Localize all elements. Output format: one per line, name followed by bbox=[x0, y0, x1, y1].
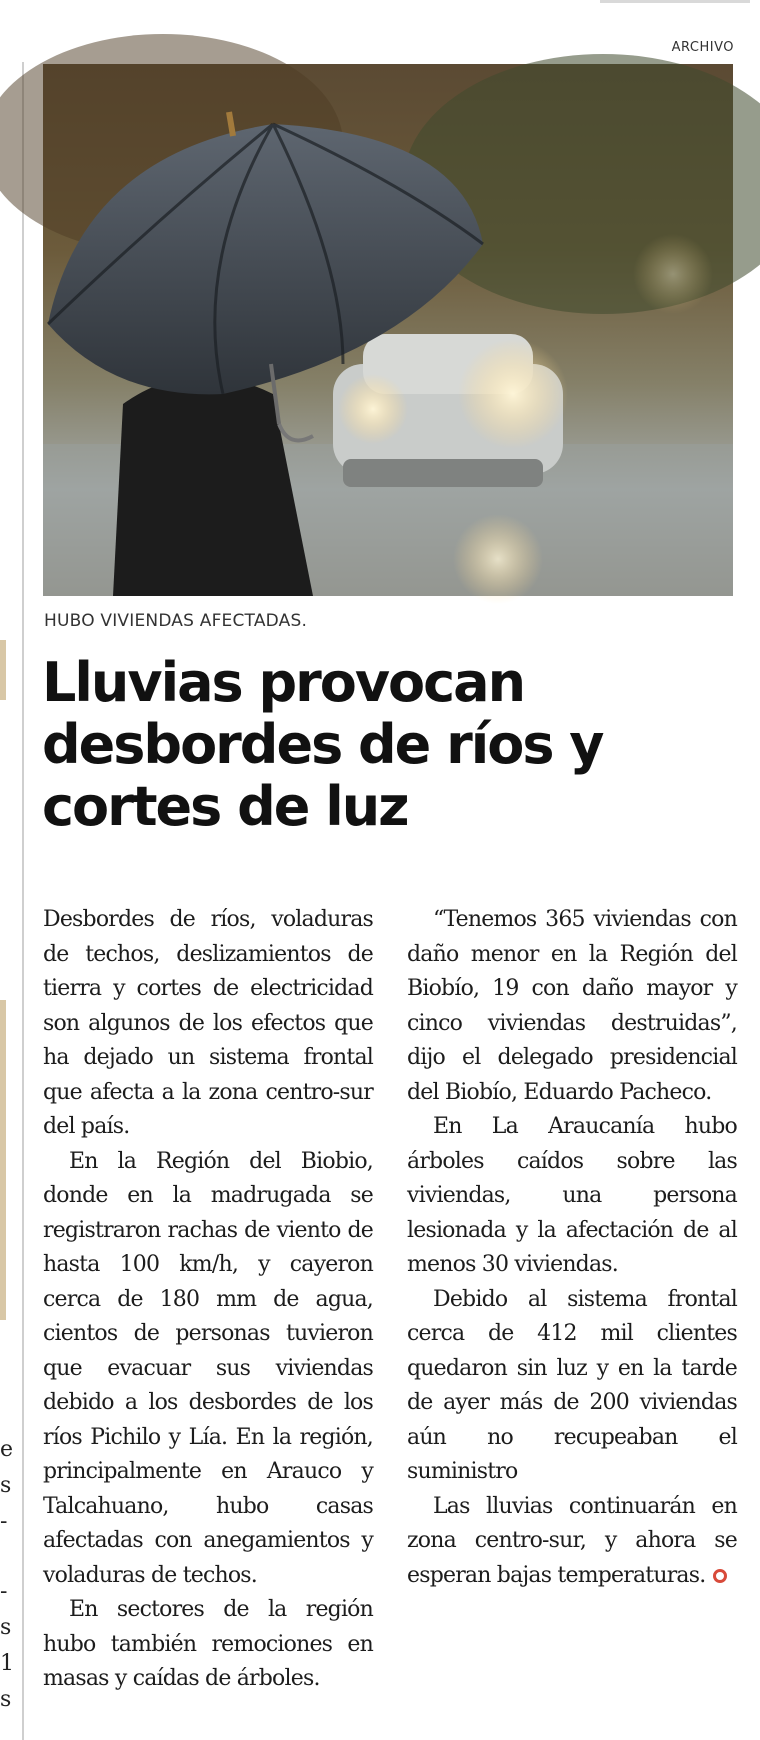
adjacent-column-image-strip bbox=[0, 640, 6, 700]
article-paragraph: Debido al sistema frontal cerca de 412 mil clientes quedaron sin luz y en la tarde de ayer más de 200 viviendas aún no recupeaban el suministro bbox=[407, 1286, 737, 1484]
adjacent-column-image-strip bbox=[0, 1000, 6, 1320]
article-column-left bbox=[43, 903, 373, 1697]
column-divider bbox=[22, 62, 24, 1740]
rain-umbrella-illustration bbox=[43, 64, 733, 596]
adjacent-column-fragment: e bbox=[0, 1437, 14, 1462]
adjacent-column-fragment: s bbox=[0, 1687, 12, 1712]
article-photo bbox=[43, 64, 733, 596]
top-rule bbox=[600, 0, 750, 3]
adjacent-column-fragment: 1 bbox=[0, 1651, 14, 1676]
article-column-right bbox=[407, 903, 737, 1593]
article-headline: Lluvias provocan desbordes de ríos y cortes de luz bbox=[42, 651, 603, 838]
adjacent-column-fragment: - bbox=[0, 1509, 8, 1534]
article-paragraph: Desbordes de ríos, voladuras de techos, deslizamientos de tierra y cortes de electricidad son algunos de los efectos que ha dejado un sistema frontal que afecta a la zona centro-sur del país. bbox=[43, 907, 373, 1139]
adjacent-column-fragment: s bbox=[0, 1473, 12, 1498]
article-paragraph: “Tenemos 365 viviendas con daño menor en la Región del Biobío, 19 con daño mayor y cinco viviendas destruidas”, dijo el delegado presidencial del Biobío, Eduardo Pacheco. bbox=[407, 907, 737, 1105]
photo-caption: HUBO VIVIENDAS AFECTADAS. bbox=[44, 611, 308, 631]
article-paragraph: En sectores de la región hubo también remociones en masas y caídas de árboles. bbox=[43, 1597, 373, 1691]
article-paragraph: En la Región del Biobio, donde en la madrugada se registraron rachas de viento de hasta 100 km/h, y cayeron cerca de 180 mm de agua, cientos de personas tuvieron que evacuar sus viviendas debido a los desbordes de los ríos Pichilo y Lía. En la región, principalmente en Arauco y Talcahuano, hubo casas afectadas con anegamientos y voladuras de techos. bbox=[43, 1148, 373, 1588]
article-paragraph bbox=[407, 1490, 737, 1594]
end-of-article-icon bbox=[713, 1569, 727, 1583]
photo-credit: ARCHIVO bbox=[671, 40, 734, 55]
adjacent-column-fragment: - bbox=[0, 1579, 8, 1604]
article-paragraph-text: Las lluvias continuarán en zona centro-sur, y ahora se esperan bajas temperaturas. bbox=[407, 1493, 737, 1588]
article-paragraph: En La Araucanía hubo árboles caídos sobre las viviendas, una persona lesionada y la afectación de al menos 30 viviendas. bbox=[407, 1114, 737, 1277]
adjacent-column-fragment: s bbox=[0, 1615, 12, 1640]
